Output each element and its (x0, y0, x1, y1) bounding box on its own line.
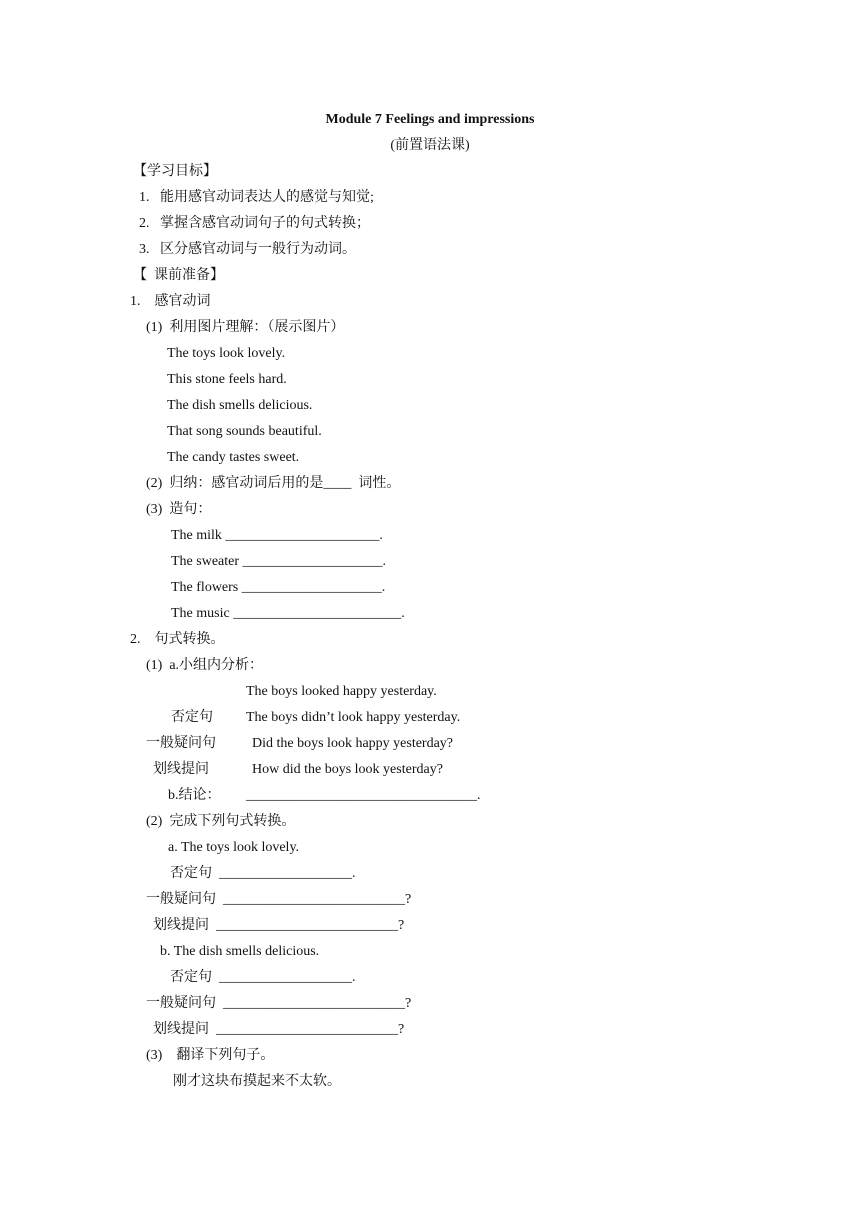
exercise-b-sentence: b. The dish smells delicious. (160, 944, 320, 959)
section1-label: 1. 感官动词 (130, 294, 211, 309)
objective-item-3: 3. 区分感官动词与一般行为动词。 (139, 242, 356, 257)
sentence-blank-2: The sweater ____________________. (171, 554, 387, 569)
example-sentence-5: The candy tastes sweet. (167, 450, 300, 465)
exercise-b-underline: 划线提问 __________________________? (153, 1022, 405, 1037)
translation-sentence: 刚才这块布摸起来不太软。 (173, 1074, 341, 1089)
document-subtitle: (前置语法课) (390, 138, 470, 153)
exercise-a-underline: 划线提问 __________________________? (153, 918, 405, 933)
prep-heading: 【 课前准备】 (133, 268, 224, 283)
sentence-blank-4: The music ________________________. (171, 606, 405, 621)
exercise-a-question: 一般疑问句 __________________________? (146, 892, 412, 907)
section1-part1-label: (1) 利用图片理解：（展示图片） (146, 320, 345, 335)
section1-part3-label: (3) 造句： (146, 502, 212, 517)
section2-label: 2. 句式转换。 (130, 632, 225, 647)
objective-item-1: 1. 能用感官动词表达人的感觉与知觉; (139, 190, 374, 205)
question-sentence: Did the boys look happy yesterday? (252, 736, 454, 751)
section2-part2-label: (2) 完成下列句式转换。 (146, 814, 296, 829)
objectives-heading: 【学习目标】 (133, 164, 217, 179)
sentence-blank-1: The milk ______________________. (171, 528, 383, 543)
section2-part1-label: (1) a.小组内分析： (146, 658, 264, 673)
objective-item-2: 2. 掌握含感官动词句子的句式转换； (139, 216, 370, 231)
negative-sentence: The boys didn’t look happy yesterday. (246, 710, 461, 725)
conclusion-blank: _________________________________. (246, 788, 481, 803)
exercise-a-negative: 否定句 ___________________. (170, 866, 356, 881)
analysis-base-sentence: The boys looked happy yesterday. (246, 684, 437, 699)
underline-question-label: 划线提问 (153, 762, 209, 777)
exercise-b-question: 一般疑问句 __________________________? (146, 996, 412, 1011)
exercise-b-negative: 否定句 ___________________. (170, 970, 356, 985)
example-sentence-1: The toys look lovely. (167, 346, 286, 361)
negative-label: 否定句 (171, 710, 213, 725)
conclusion-label: b.结论： (168, 788, 221, 803)
question-label: 一般疑问句 (146, 736, 216, 751)
example-sentence-2: This stone feels hard. (167, 372, 287, 387)
underline-question-sentence: How did the boys look yesterday? (252, 762, 443, 777)
section1-part2-label: (2) 归纳：感官动词后用的是____ 词性。 (146, 476, 401, 491)
document-title: Module 7 Feelings and impressions (325, 112, 535, 127)
example-sentence-4: That song sounds beautiful. (167, 424, 322, 439)
sentence-blank-3: The flowers ____________________. (171, 580, 386, 595)
example-sentence-3: The dish smells delicious. (167, 398, 313, 413)
section2-part3-label: (3) 翻译下列句子。 (146, 1048, 275, 1063)
exercise-a-sentence: a. The toys look lovely. (168, 840, 300, 855)
